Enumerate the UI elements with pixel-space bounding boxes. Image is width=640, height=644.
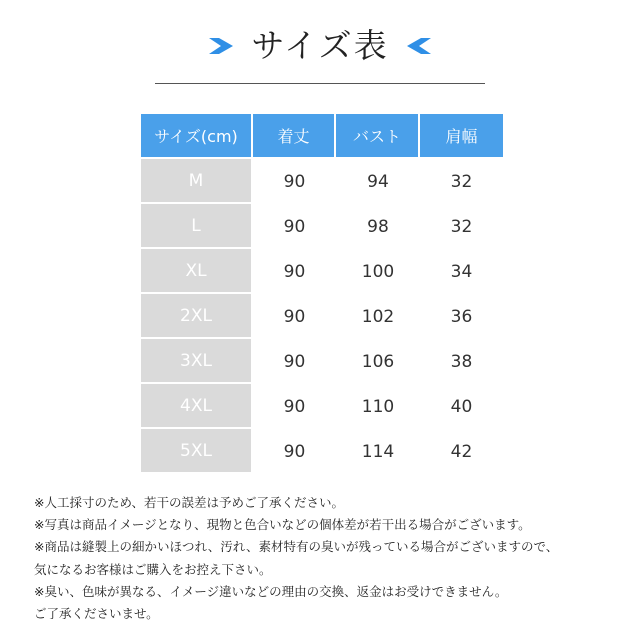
- table-row: [141, 339, 503, 384]
- bust-cell: 110: [361, 396, 395, 417]
- header-size: サイズ(cm): [141, 114, 253, 159]
- title-divider: [155, 83, 485, 84]
- shoulder-cell: 36: [450, 306, 473, 327]
- table-row: [141, 204, 503, 249]
- note-line: ※写真は商品イメージとなり、現物と色合いなどの個体差が若干出る場合がございます。: [34, 517, 531, 533]
- bust-cell: 106: [361, 351, 395, 372]
- note-line: ※臭い、色味が異なる、イメージ違いなどの理由の交換、返金はお受けできません。: [34, 583, 508, 599]
- size-cell: M: [141, 159, 253, 204]
- size-cell: L: [141, 204, 253, 249]
- header-bust: バスト: [336, 114, 420, 159]
- bust-cell: 94: [367, 171, 389, 192]
- bust-cell: 100: [361, 261, 395, 282]
- notes: [34, 492, 634, 625]
- chevron-right-icon: [209, 36, 235, 56]
- title-bar: [0, 22, 640, 70]
- header-length: 着丈: [253, 114, 336, 159]
- note-line: ※商品は縫製上の細かいほつれ、汚れ、素材特有の臭いが残っている場合がございますので、: [34, 539, 559, 555]
- length-cell: 90: [283, 306, 306, 327]
- length-cell: 90: [283, 171, 306, 192]
- table-header-row: [141, 114, 503, 159]
- length-cell: 90: [283, 351, 306, 372]
- size-table: [141, 114, 503, 474]
- size-cell: 5XL: [141, 429, 253, 474]
- size-cell: 2XL: [141, 294, 253, 339]
- size-cell: 3XL: [141, 339, 253, 384]
- length-cell: 90: [283, 216, 306, 237]
- bust-cell: 98: [367, 216, 389, 237]
- chevron-left-icon: [405, 36, 431, 56]
- shoulder-cell: 42: [450, 441, 473, 462]
- shoulder-cell: 40: [450, 396, 473, 417]
- shoulder-cell: 32: [450, 171, 473, 192]
- note-line: ご了承くださいませ。: [34, 606, 159, 622]
- size-cell: XL: [141, 249, 253, 294]
- table-row: [141, 384, 503, 429]
- shoulder-cell: 38: [450, 351, 473, 372]
- note-line: 気になるお客様はご購入をお控え下さい。: [34, 561, 272, 577]
- table-row: [141, 294, 503, 339]
- table-row: [141, 249, 503, 294]
- length-cell: 90: [283, 261, 306, 282]
- shoulder-cell: 34: [450, 261, 473, 282]
- size-cell: 4XL: [141, 384, 253, 429]
- bust-cell: 114: [361, 441, 395, 462]
- shoulder-cell: 32: [450, 216, 473, 237]
- length-cell: 90: [283, 396, 306, 417]
- header-shoulder: 肩幅: [420, 114, 503, 159]
- table-row: [141, 159, 503, 204]
- length-cell: 90: [283, 441, 306, 462]
- page-title: サイズ表: [251, 26, 389, 65]
- note-line: ※人工採寸のため、若干の誤差は予めご了承ください。: [34, 495, 344, 510]
- table-row: [141, 429, 503, 474]
- bust-cell: 102: [361, 306, 395, 327]
